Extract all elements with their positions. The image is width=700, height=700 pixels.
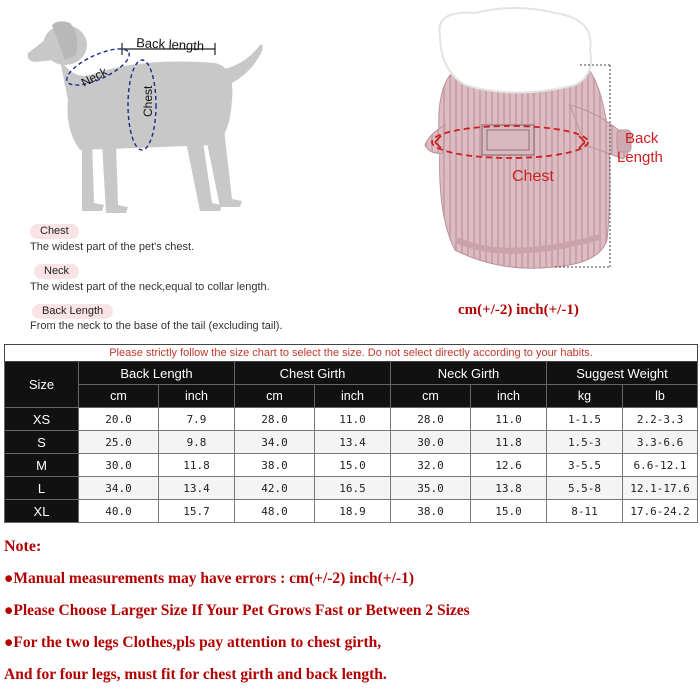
table-cell: 7.9 <box>159 408 235 431</box>
table-cell: 13.8 <box>471 477 547 500</box>
table-cell: 38.0 <box>235 454 315 477</box>
group-header-back-length: Back Length <box>79 362 235 385</box>
table-cell: 34.0 <box>235 431 315 454</box>
coat-back-label-line2: Length <box>617 149 663 166</box>
back-length-marker <box>122 35 215 55</box>
definition-text-neck: The widest part of the neck,equal to collar length. <box>30 281 270 293</box>
back-length-label: Back length <box>135 35 205 54</box>
table-cell: 15.0 <box>471 500 547 523</box>
table-cell: 12.6 <box>471 454 547 477</box>
subheader-kg: kg <box>547 385 623 408</box>
coat-measurement-illustration <box>395 5 695 280</box>
table-cell: 28.0 <box>391 408 471 431</box>
table-row <box>5 408 698 431</box>
table-cell: 17.6-24.2 <box>623 500 698 523</box>
note-item: And for four legs, must fit for chest girth and back length. <box>4 666 387 683</box>
table-row <box>5 431 698 454</box>
table-cell: 11.0 <box>315 408 391 431</box>
table-row <box>5 500 698 523</box>
group-header-chest-girth: Chest Girth <box>235 362 391 385</box>
size-chart-instruction: Please strictly follow the size chart to select the size. Do not select directly according to your habits. <box>5 345 698 362</box>
size-chart-table <box>4 344 698 523</box>
subheader-inch: inch <box>159 385 235 408</box>
table-cell: 1.5-3 <box>547 431 623 454</box>
table-cell: 30.0 <box>79 454 159 477</box>
table-cell: 18.9 <box>315 500 391 523</box>
note-item: ●Please Choose Larger Size If Your Pet Grows Fast or Between 2 Sizes <box>4 602 470 619</box>
size-header: Size <box>5 362 79 408</box>
table-cell: 20.0 <box>79 408 159 431</box>
size-cell: S <box>5 431 79 454</box>
table-cell: 38.0 <box>391 500 471 523</box>
table-cell: 16.5 <box>315 477 391 500</box>
note-item: ●Manual measurements may have errors : cm(+/-2) inch(+/-1) <box>4 570 415 587</box>
table-cell: 3-5.5 <box>547 454 623 477</box>
table-cell: 3.3-6.6 <box>623 431 698 454</box>
table-cell: 11.0 <box>471 408 547 431</box>
table-row <box>5 477 698 500</box>
table-cell: 40.0 <box>79 500 159 523</box>
group-header-suggest-weight: Suggest Weight <box>547 362 698 385</box>
size-cell: L <box>5 477 79 500</box>
table-cell: 13.4 <box>315 431 391 454</box>
chest-label: Chest <box>141 85 155 117</box>
table-cell: 6.6-12.1 <box>623 454 698 477</box>
subheader-inch: inch <box>471 385 547 408</box>
table-cell: 35.0 <box>391 477 471 500</box>
definition-text-chest: The widest part of the pet's chest. <box>30 241 195 253</box>
subheader-cm: cm <box>79 385 159 408</box>
subheader-lb: lb <box>623 385 698 408</box>
table-cell: 12.1-17.6 <box>623 477 698 500</box>
table-cell: 32.0 <box>391 454 471 477</box>
neck-label: Neck <box>78 64 110 90</box>
table-cell: 2.2-3.3 <box>623 408 698 431</box>
note-title: Note: <box>4 538 42 555</box>
table-cell: 28.0 <box>235 408 315 431</box>
table-cell: 34.0 <box>79 477 159 500</box>
coat-body <box>425 8 631 268</box>
definition-text-back-length: From the neck to the base of the tail (excluding tail). <box>30 320 283 332</box>
subheader-cm: cm <box>235 385 315 408</box>
table-cell: 5.5-8 <box>547 477 623 500</box>
subheader-inch: inch <box>315 385 391 408</box>
units-tolerance-note: cm(+/-2) inch(+/-1) <box>458 302 579 318</box>
table-cell: 11.8 <box>159 454 235 477</box>
table-cell: 11.8 <box>471 431 547 454</box>
definition-term-neck: Neck <box>34 264 79 279</box>
size-cell: XL <box>5 500 79 523</box>
size-cell: M <box>5 454 79 477</box>
table-cell: 25.0 <box>79 431 159 454</box>
size-cell: XS <box>5 408 79 431</box>
definition-term-chest: Chest <box>30 224 79 239</box>
coat-back-label-line1: Back <box>625 130 659 147</box>
subheader-cm: cm <box>391 385 471 408</box>
coat-chest-label: Chest <box>512 168 554 185</box>
table-cell: 13.4 <box>159 477 235 500</box>
table-row <box>5 454 698 477</box>
note-item: ●For the two legs Clothes,pls pay attention to chest girth, <box>4 634 382 651</box>
table-cell: 42.0 <box>235 477 315 500</box>
definition-term-back-length: Back Length <box>32 304 113 319</box>
table-cell: 8-11 <box>547 500 623 523</box>
group-header-neck-girth: Neck Girth <box>391 362 547 385</box>
table-cell: 30.0 <box>391 431 471 454</box>
table-cell: 15.7 <box>159 500 235 523</box>
table-cell: 9.8 <box>159 431 235 454</box>
table-cell: 1-1.5 <box>547 408 623 431</box>
table-cell: 15.0 <box>315 454 391 477</box>
dog-measurement-illustration <box>20 5 270 215</box>
table-cell: 48.0 <box>235 500 315 523</box>
